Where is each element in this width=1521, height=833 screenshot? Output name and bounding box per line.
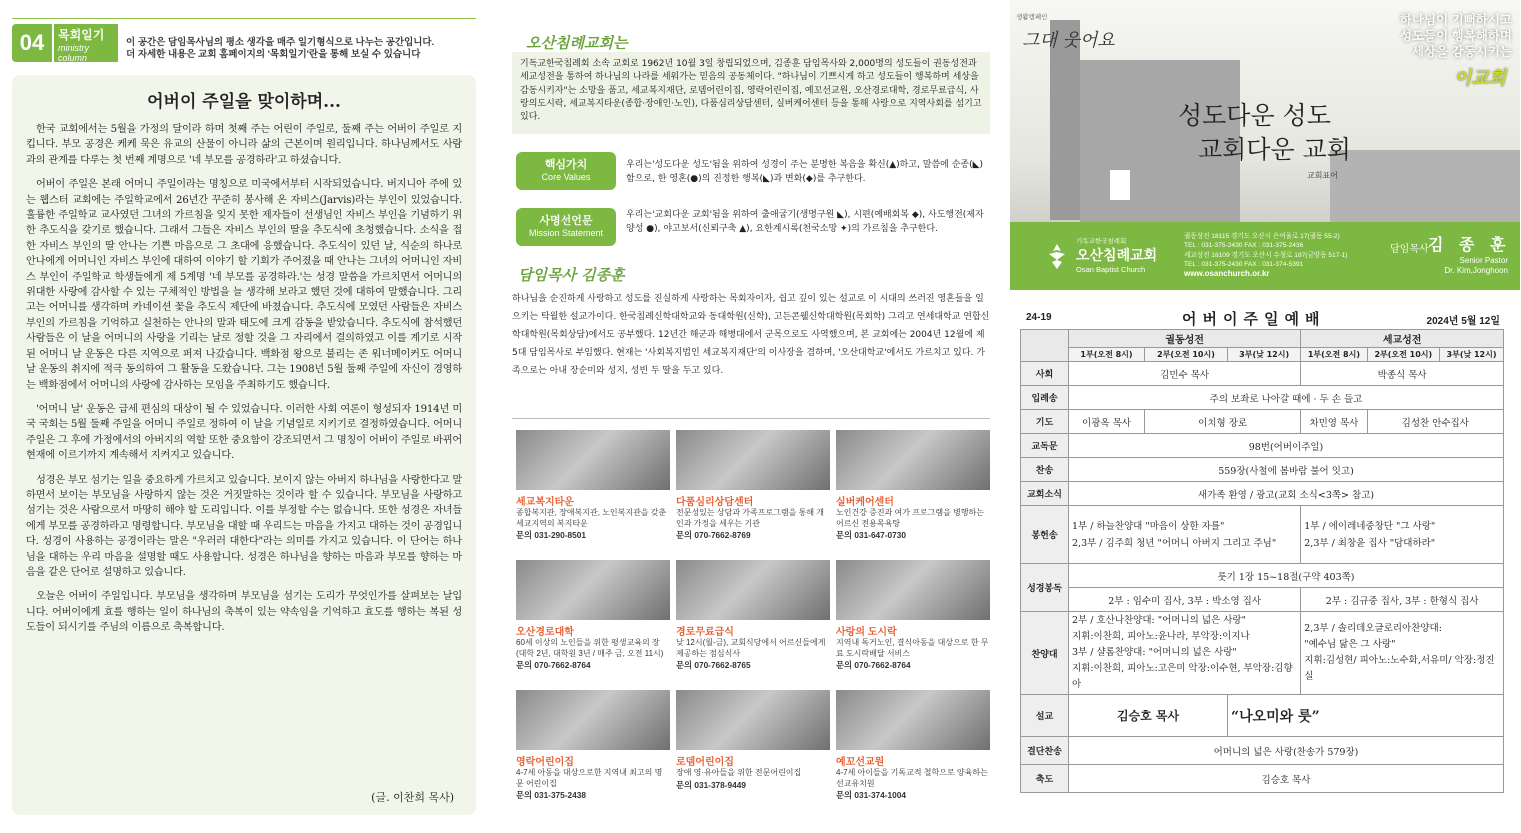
ministry-photo	[836, 690, 990, 750]
mission-pill	[516, 208, 616, 246]
ministry-desc: 지역내 독거노인, 결식아동을 대상으로 한 무료 도시락배달 서비스	[836, 638, 989, 658]
ministry-card	[836, 430, 990, 541]
ministry-desc: 종합복지관, 장애복지관, 노인복지관을 갖춘 세교지역의 복지타운	[516, 508, 667, 528]
choir-line: 지휘:이찬희, 피아노:고은미 악장:이수현, 부악장:김향아	[1072, 663, 1293, 690]
essay-paragraph: 성경은 부모 섬기는 일을 중요하게 가르치고 있습니다. 보이지 않는 아버지 하나님을 사랑한다고 말하면서 보이는 부모님을 사랑하지 않는 것은 거짓말하는 것이라 할 수 있습니다. 부모님을 사랑하고 섬기는 것은 사람으로서 마땅히 해야 할 도리입니다. 이를 부정할 수는 없습니다. 또한 성경은 자녀들에게 부모를 공경하라고 명령합니다. 부모님을 대할 때 우리드는 마음을 가지고 대하는 것이 공경입니다. 성경이 사용하는 공경이라는 말은 "우러러 대한다"라는 의미를 가지고 있습니다. 이 단어는 하나님을 대하는 우리 마음을 설명할 때도 사용합니다. 성경은 하나님을 향하는 마음과 부모를 향하는 마음을 같은 단어로 설명하고 있습니다.	[26, 474, 462, 578]
address-line: 궐동성전 18115 경기도 오산시 은여울로 17(궐동 55-2)	[1184, 233, 1340, 240]
table-row	[1021, 386, 1504, 410]
address-line: 세교성전 18109 경기도 오산시 수청로 187(금암동 517-1)	[1184, 251, 1348, 259]
ministry-card	[676, 430, 830, 541]
essay-paragraph: 한국 교회에서는 5월을 가정의 달이라 하며 첫째 주는 어린이 주일로, 둘째 주는 어버이 주일로 지킵니다. 부모 공경은 케케 묵은 유교의 산물이 아니라 삶의 근본이며 원리입니다. 하나님께서도 사람과의 관계를 다루는 첫 번째 계명으로 '네 부모를 공경하라'고 하셨습니다.	[26, 124, 462, 166]
table-row	[1021, 564, 1504, 588]
motto-line-1: 성도다운 성도	[1178, 101, 1331, 130]
ministry-phone: 문의 070-7662-8769	[676, 530, 751, 540]
presider-2: 박종식 목사	[1301, 362, 1504, 386]
address-line: TEL : 031-375-2430 FAX : 031-374-5391	[1184, 260, 1304, 268]
essay-panel	[12, 75, 476, 815]
service-time: 2부(오전 10시)	[1367, 348, 1439, 362]
table-row	[1021, 434, 1504, 458]
table-cell	[1021, 330, 1069, 362]
row-label: 축도	[1021, 765, 1069, 793]
motto-line-2: 교회다운 교회	[1198, 135, 1351, 164]
ministry-name: 실버케어센터	[836, 497, 894, 508]
row-label: 결단찬송	[1021, 737, 1069, 765]
ministry-name: 사랑의 도시락	[836, 627, 897, 638]
table-row	[1021, 506, 1504, 564]
cover-label: 생활캠페인	[1016, 14, 1048, 21]
prayer-leader: 차민영 목사	[1301, 410, 1367, 434]
column-title-en: ministry column	[58, 43, 89, 63]
table-row	[1021, 410, 1504, 434]
building-illustration	[1330, 150, 1520, 230]
motto-caption: 교회표어	[1307, 171, 1338, 180]
ministry-phone: 문의 031-647-0730	[836, 530, 907, 540]
table-row	[1021, 765, 1504, 793]
intro-title: 오산침례교회는	[526, 34, 628, 52]
church-info-bar	[1010, 222, 1520, 290]
column-title-box	[52, 24, 118, 62]
ministry-card	[516, 430, 670, 541]
table-row	[1021, 482, 1504, 506]
pastor-name: 김 종 훈	[1428, 235, 1511, 254]
ministry-photo	[836, 560, 990, 620]
ministry-phone: 문의 070-7662-8765	[676, 660, 751, 670]
ministry-card	[516, 690, 670, 801]
column-desc-line: 이 공간은 담임목사님의 평소 생각을 매주 일기형식으로 나누는 공간입니다.	[126, 37, 435, 48]
core-values-label: 핵심가치	[544, 159, 588, 171]
service-time: 3부(낮 12시)	[1228, 348, 1301, 362]
ministry-desc: 60세 이상의 노인들을 위한 평생교육의 장 (대학 2년, 대학원 3년 / 매주 금, 오전 11시)	[516, 638, 664, 658]
campus-header: 궐동성전	[1069, 330, 1301, 348]
row-label: 기도	[1021, 410, 1069, 434]
core-values-pill	[516, 152, 616, 190]
ministry-phone: 문의 070-7662-8764	[516, 660, 591, 670]
ministry-name: 다품심리상담센터	[676, 497, 754, 508]
row-label: 사회	[1021, 362, 1069, 386]
essay-paragraph: 오늘은 어버이 주일입니다. 부모님을 생각하며 부모님을 섬기는 도리가 무엇인가를 살펴보는 날입니다. 어버이에게 효를 행하는 일이 하나님의 축복이 있는 약속임을 기억하고 효도를 행하는 복된 성도들이 되시기를 주님의 이름으로 축복합니다.	[26, 591, 462, 634]
choir-line: 지휘:김성현/ 피아노:노수화,서유미/ 악장:정진실	[1304, 655, 1495, 682]
mission-text: 우리는'교회다운 교회'됨을 위하여 출애굽기(생명구원 ◣), 시편(예배회복 ◆), 사도행전(제자양성 ●), 야고보서(신뢰구축 ▲), 요한계시록(천국소망 ✦)의 가르침을 추구한다.	[626, 210, 984, 234]
ministry-name: 세교복지타운	[516, 497, 574, 508]
offering-song-2	[1301, 506, 1504, 564]
offering-line: 1부 / 하늘찬양대 "마음이 상한 자를"	[1072, 520, 1225, 532]
church-intro-page	[512, 0, 990, 833]
ministry-card	[836, 690, 990, 801]
ministry-name: 영락어린이집	[516, 757, 574, 768]
table-row	[1021, 362, 1504, 386]
entrance-song: 주의 보좌로 나아갈 때에 · 두 손 들고	[1069, 386, 1504, 410]
slogan-tag: 이교회	[1453, 68, 1506, 89]
pastor-role-en: Senior Pastor	[1459, 256, 1508, 265]
table-row	[1021, 348, 1504, 362]
order-of-worship-table	[1020, 329, 1504, 793]
scripture-reader-1: 2부 : 임수미 집사, 3부 : 박소영 집사	[1069, 588, 1301, 612]
cross-window	[1110, 170, 1130, 200]
choir-line: 2,3부 / 솔리데오글로리아찬양대:	[1304, 623, 1442, 634]
row-label: 교회소식	[1021, 482, 1069, 506]
church-name-block	[1076, 236, 1157, 274]
ministry-name: 예꼬선교원	[836, 757, 885, 768]
cover-slogan	[1400, 12, 1512, 60]
table-row	[1021, 612, 1504, 695]
cover-script-text: 그대 웃어요	[1022, 30, 1115, 51]
ministry-desc: 4-7세 아이들을 기독교적 철학으로 양육하는 선교유치원	[836, 768, 988, 788]
choir-1	[1069, 612, 1301, 695]
pastor-name-en-text: Dr. Kim,Jonghoon	[1444, 266, 1508, 275]
ministry-phone: 문의 031-378-9449	[676, 779, 747, 790]
service-time: 2부(오전 10시)	[1144, 348, 1227, 362]
pastor-name-en	[1444, 256, 1508, 276]
choir-line: 3부 / 샬롬찬양대: "어머니의 넓은 사랑"	[1072, 647, 1237, 658]
slogan-line: 하나님이 기뻐하시고	[1399, 13, 1512, 27]
table-row	[1021, 458, 1504, 482]
hymn: 559장(사철에 봄바람 불어 잇고)	[1069, 458, 1504, 482]
table-row	[1021, 330, 1504, 348]
slogan-line: 세상을 감동시키는	[1411, 45, 1512, 59]
ministry-card	[836, 560, 990, 671]
ministry-name: 경로무료급식	[676, 627, 734, 638]
ministry-name: 오산경로대학	[516, 627, 574, 638]
service-time: 3부(낮 12시)	[1440, 348, 1504, 362]
ministry-card	[676, 690, 830, 791]
church-website: www.osanchurch.or.kr	[1184, 269, 1270, 279]
responsive-reading: 98번(어버이주일)	[1069, 434, 1504, 458]
table-row	[1021, 695, 1504, 737]
ministry-phone: 문의 031-290-8501	[516, 530, 587, 540]
ministry-desc: 장애 영·유아들을 위한 전문어린이집	[676, 768, 802, 777]
ministry-name: 로뎀어린이집	[676, 757, 734, 768]
ministry-photo	[676, 560, 830, 620]
top-rule	[12, 18, 476, 19]
church-logo-icon	[1046, 242, 1068, 270]
row-label: 봉헌송	[1021, 506, 1069, 564]
column-header	[12, 24, 120, 62]
ministry-column-page	[0, 0, 488, 833]
row-label: 찬양대	[1021, 612, 1069, 695]
prayer-leader: 이치형 장로	[1144, 410, 1300, 434]
column-title: 목회일기	[58, 28, 105, 42]
essay-title: 어버이 주일을 맞이하며...	[147, 92, 341, 112]
ministry-photo	[676, 690, 830, 750]
column-desc-line: 더 자세한 내용은 교회 홈페이지의 '목회일기'란을 통해 보실 수 있습니다	[126, 49, 421, 60]
mission-label-en: Mission Statement	[528, 228, 604, 238]
column-description	[126, 37, 434, 61]
ministry-phone: 문의 070-7662-8764	[836, 660, 911, 670]
presider-1: 김민수 목사	[1069, 362, 1301, 386]
divider	[512, 418, 990, 419]
church-news: 새가족 환영 / 광고(교회 소식<3쪽> 참고)	[1069, 482, 1504, 506]
campus-header: 세교성전	[1301, 330, 1504, 348]
scripture-reader-2: 2부 : 김규중 집사, 3부 : 한형식 집사	[1301, 588, 1504, 612]
table-row	[1021, 737, 1504, 765]
core-values-label-en: Core Values	[541, 172, 591, 182]
ministry-card	[516, 560, 670, 671]
offering-line: 2,3부 / 김주희 청년 "어머니 아버지 그리고 주님"	[1072, 537, 1277, 549]
pastor-bio: 하나님을 순진하게 사랑하고 성도를 진실하게 사랑하는 목회자이자, 쉽고 깊이 있는 설교로 이 시대의 쓰러진 영혼들을 일으키는 탁월한 설교가이다. 한국침례신학대학교와 동대학원(신학), 고든콘웰신학대학원(목회학) 그리고 연세대학교 연합신학대학원(목회상담)에서도 공부했다. 12년간 해군과 해병대에서 군목으로도 사역했으며, 본 교회에는 2004년 12월에 제5대 담임목사로 부임했다. 현재는 '사회복지법인 세교복지재단'의 이사장을 겸하며, '오산대학교'에서도 가르치고 있다. 가족으로는 아내 장순미와 성지, 성빈 두 딸을 두고 있다.	[512, 294, 990, 376]
bulletin-header	[1020, 310, 1504, 328]
mission-label: 사명선언문	[539, 215, 593, 227]
offering-line: 1부 / 에이레네중창단 "그 사랑"	[1304, 520, 1436, 532]
essay-body	[26, 122, 462, 636]
row-label: 입례송	[1021, 386, 1069, 410]
ministry-desc: 4-7세 아동을 대상으로한 지역내 최고의 명문 어린이집	[516, 768, 663, 788]
choir-line: 2부 / 호산나찬양대: "어머니의 넓은 사랑"	[1072, 615, 1246, 626]
ministry-photo	[836, 430, 990, 490]
essay-paragraph: 어버이 주일은 본래 어머니 주일이라는 명칭으로 미국에서부터 시작되었습니다. 버지니아 주에 있는 웹스터 교회에는 주일학교에서 26년간 꾸준히 봉사해 온 자비스(Jarvis)라는 부인이 있었습니다. 훌륭한 주일학교 교사였던 그녀의 가르침을 잊지 못한 제자들이 선생님인 자비스 부인을 기념하기 위한 추도식을 갖기로 했습니다. 그래서 그들은 자비스 부인의 딸을 추도식에 초청했습니다. 소식을 접한 자비스 부인의 딸 안나는 기쁜 마음으로 그 초대에 응했습니다. 추도식이 있던 날, 식순의 하나로 안나에게 어머니인 자비스 부인에 대하여 이야기 할 기회가 주어졌을 때 안나는 그녀의 어머니인 자비스 부인이 주일학교 학생들에게 제 5계명 '네 부모를 공경하라.'는 성경 말씀을 가르치면서 어머니의 위대한 사랑에 감사할 수 있는 구체적인 방법을 늘 생각해 보라고 했던 것에 대하여 말했습니다. 그리고는 어머니를 생각하며 카네이션 꽃을 추도식 제단에 바쳤습니다. 추도식에 모였던 사람들은 자비스 부인의 가르침을 기억하고 실천하는 안나의 말과 태도에 크게 감동을 받았습니다. 추도식에 참석했던 사람들은 이 날을 어머니의 사랑을 기리는 날로 정할 것을 그 자리에서 결의하였고 이를 계기로 시작된 어머니 날 운동은 다른 지역으로 퍼져 나갔습니다. 백화점 왕으로 불리는 존 워너메이커도 어머니 날 운동의 취지에 적극 동의하여 그 활동을 도왔습니다. 그는 1908년 5월 둘째 주일에 자신이 경영하는 백화점에서 어머니의 사랑에 감사하는 모임을 주최하기도 했습니다.	[26, 179, 462, 391]
table-row	[1021, 588, 1504, 612]
pastor-role: 담임목사	[1390, 244, 1429, 255]
church-address	[1184, 232, 1348, 278]
ministry-desc: 전문성있는 상담과 가족프로그램을 통해 개인과 가정을 세우는 기관	[676, 508, 824, 528]
service-time: 1부(오전 8시)	[1069, 348, 1145, 362]
slogan-line: 성도들이 행복해하며	[1399, 29, 1512, 43]
church-denomination: 기독교한국침례회	[1076, 238, 1127, 245]
ministry-phone: 문의 031-374-1004	[836, 790, 907, 800]
offering-line: 2,3부 / 최창윤 집사 "담대하라"	[1304, 537, 1436, 549]
address-line: TEL : 031-375-2430 FAX : 031-375-2436	[1184, 242, 1304, 250]
prayer-leader: 이광옥 목사	[1069, 410, 1145, 434]
ministry-desc: 노인건강 증진과 여가 프로그램을 병행하는 어르신 전용목욕탕	[836, 508, 984, 528]
row-label: 설교	[1021, 695, 1069, 737]
bulletin-issue: 24-19	[1026, 312, 1052, 323]
row-label: 성경봉독	[1021, 564, 1069, 612]
closing-hymn: 어머니의 넓은 사랑(찬송가 579장)	[1069, 737, 1504, 765]
bulletin-page	[1008, 0, 1521, 833]
row-label: 교독문	[1021, 434, 1069, 458]
core-values-text: 우리는'성도다운 성도'됨을 위하여 성경이 주는 분명한 복음을 확신(▲)하고, 말씀에 순종(◣)함으로, 한 영혼(●)의 진정한 행복(◣)과 변화(◆)를 추구한다.	[626, 160, 984, 184]
ministry-photo	[516, 430, 670, 490]
row-label: 찬송	[1021, 458, 1069, 482]
ministry-photo	[676, 430, 830, 490]
benediction: 김승호 목사	[1069, 765, 1504, 793]
bulletin-date: 2024년 5월 12일	[1426, 316, 1500, 327]
column-number: 04	[12, 24, 52, 62]
ministry-photo	[516, 690, 670, 750]
ministry-phone: 문의 031-375-2438	[516, 790, 587, 800]
church-name-en: Osan Baptist Church	[1076, 265, 1146, 274]
scripture-reference: 룻기 1장 15~18절(구약 403쪽)	[1069, 564, 1504, 588]
cover-image	[1010, 0, 1520, 290]
bulletin-title: 어버이주일예배	[1182, 310, 1326, 328]
sermon-title: “나오미와 룻”	[1228, 695, 1504, 737]
essay-signature: (글. 이찬희 목사)	[371, 791, 454, 804]
pastor-title: 담임목사 김종훈	[518, 266, 625, 284]
sermon-preacher: 김승호 목사	[1069, 695, 1228, 737]
ministry-desc: 낮 12시(월-금), 교회식당에서 어르신들에게 제공하는 점심식사	[676, 638, 826, 658]
prayer-leader: 김성찬 안수집사	[1367, 410, 1503, 434]
choir-line: "예수님 닮은 그 사랑"	[1304, 639, 1396, 650]
ministry-photo	[516, 560, 670, 620]
offering-song-1	[1069, 506, 1301, 564]
ministry-card	[676, 560, 830, 671]
choir-2	[1301, 612, 1504, 695]
choir-line: 지휘:이찬희, 피아노:윤나라, 부악장:이지나	[1072, 631, 1250, 642]
essay-paragraph: '어머니 날' 운동은 급세 편심의 대상이 될 수 있었습니다. 이러한 사회 여론이 형성되자 1914년 미국 국회는 5월 둘째 주일을 어머니 주일로 정하여 이 날을 기념일로 지키기로 결정하였습니다. 어머니 주일은 그 후에 가정에서의 아버지의 역할 또한 중요함이 강조되면서 그 명칭이 어버이 주일로 바뀌어 현재에 이르기까지 계속해서 지켜지고 있습니다.	[26, 403, 462, 462]
service-time: 1부(오전 8시)	[1301, 348, 1367, 362]
intro-text: 기독교한국침례회 소속 교회로 1962년 10월 3일 창립되었으며, 김종훈 담임목사와 2,000명의 성도들이 권동성전과 세교성전을 통하여 하나님의 나라를 세워가는 믿음의 공동체이다. "하나님이 기쁘시게 하고 성도들이 행복하며 세상을 감동시키자"는 소망을 품고, 세교복지재단, 로뎀어린이집, 영락어린이집, 예꼬선교원, 오산경로대학, 경로무료급식, 사랑의도시락, 세교복지타운(종합·장애인·노인), 다품심리상담센터, 실버케어센터 등을 통해 사랑으로 지역사회를 섬기고 있다.	[512, 52, 990, 134]
church-name: 오산침례교회	[1076, 247, 1158, 263]
